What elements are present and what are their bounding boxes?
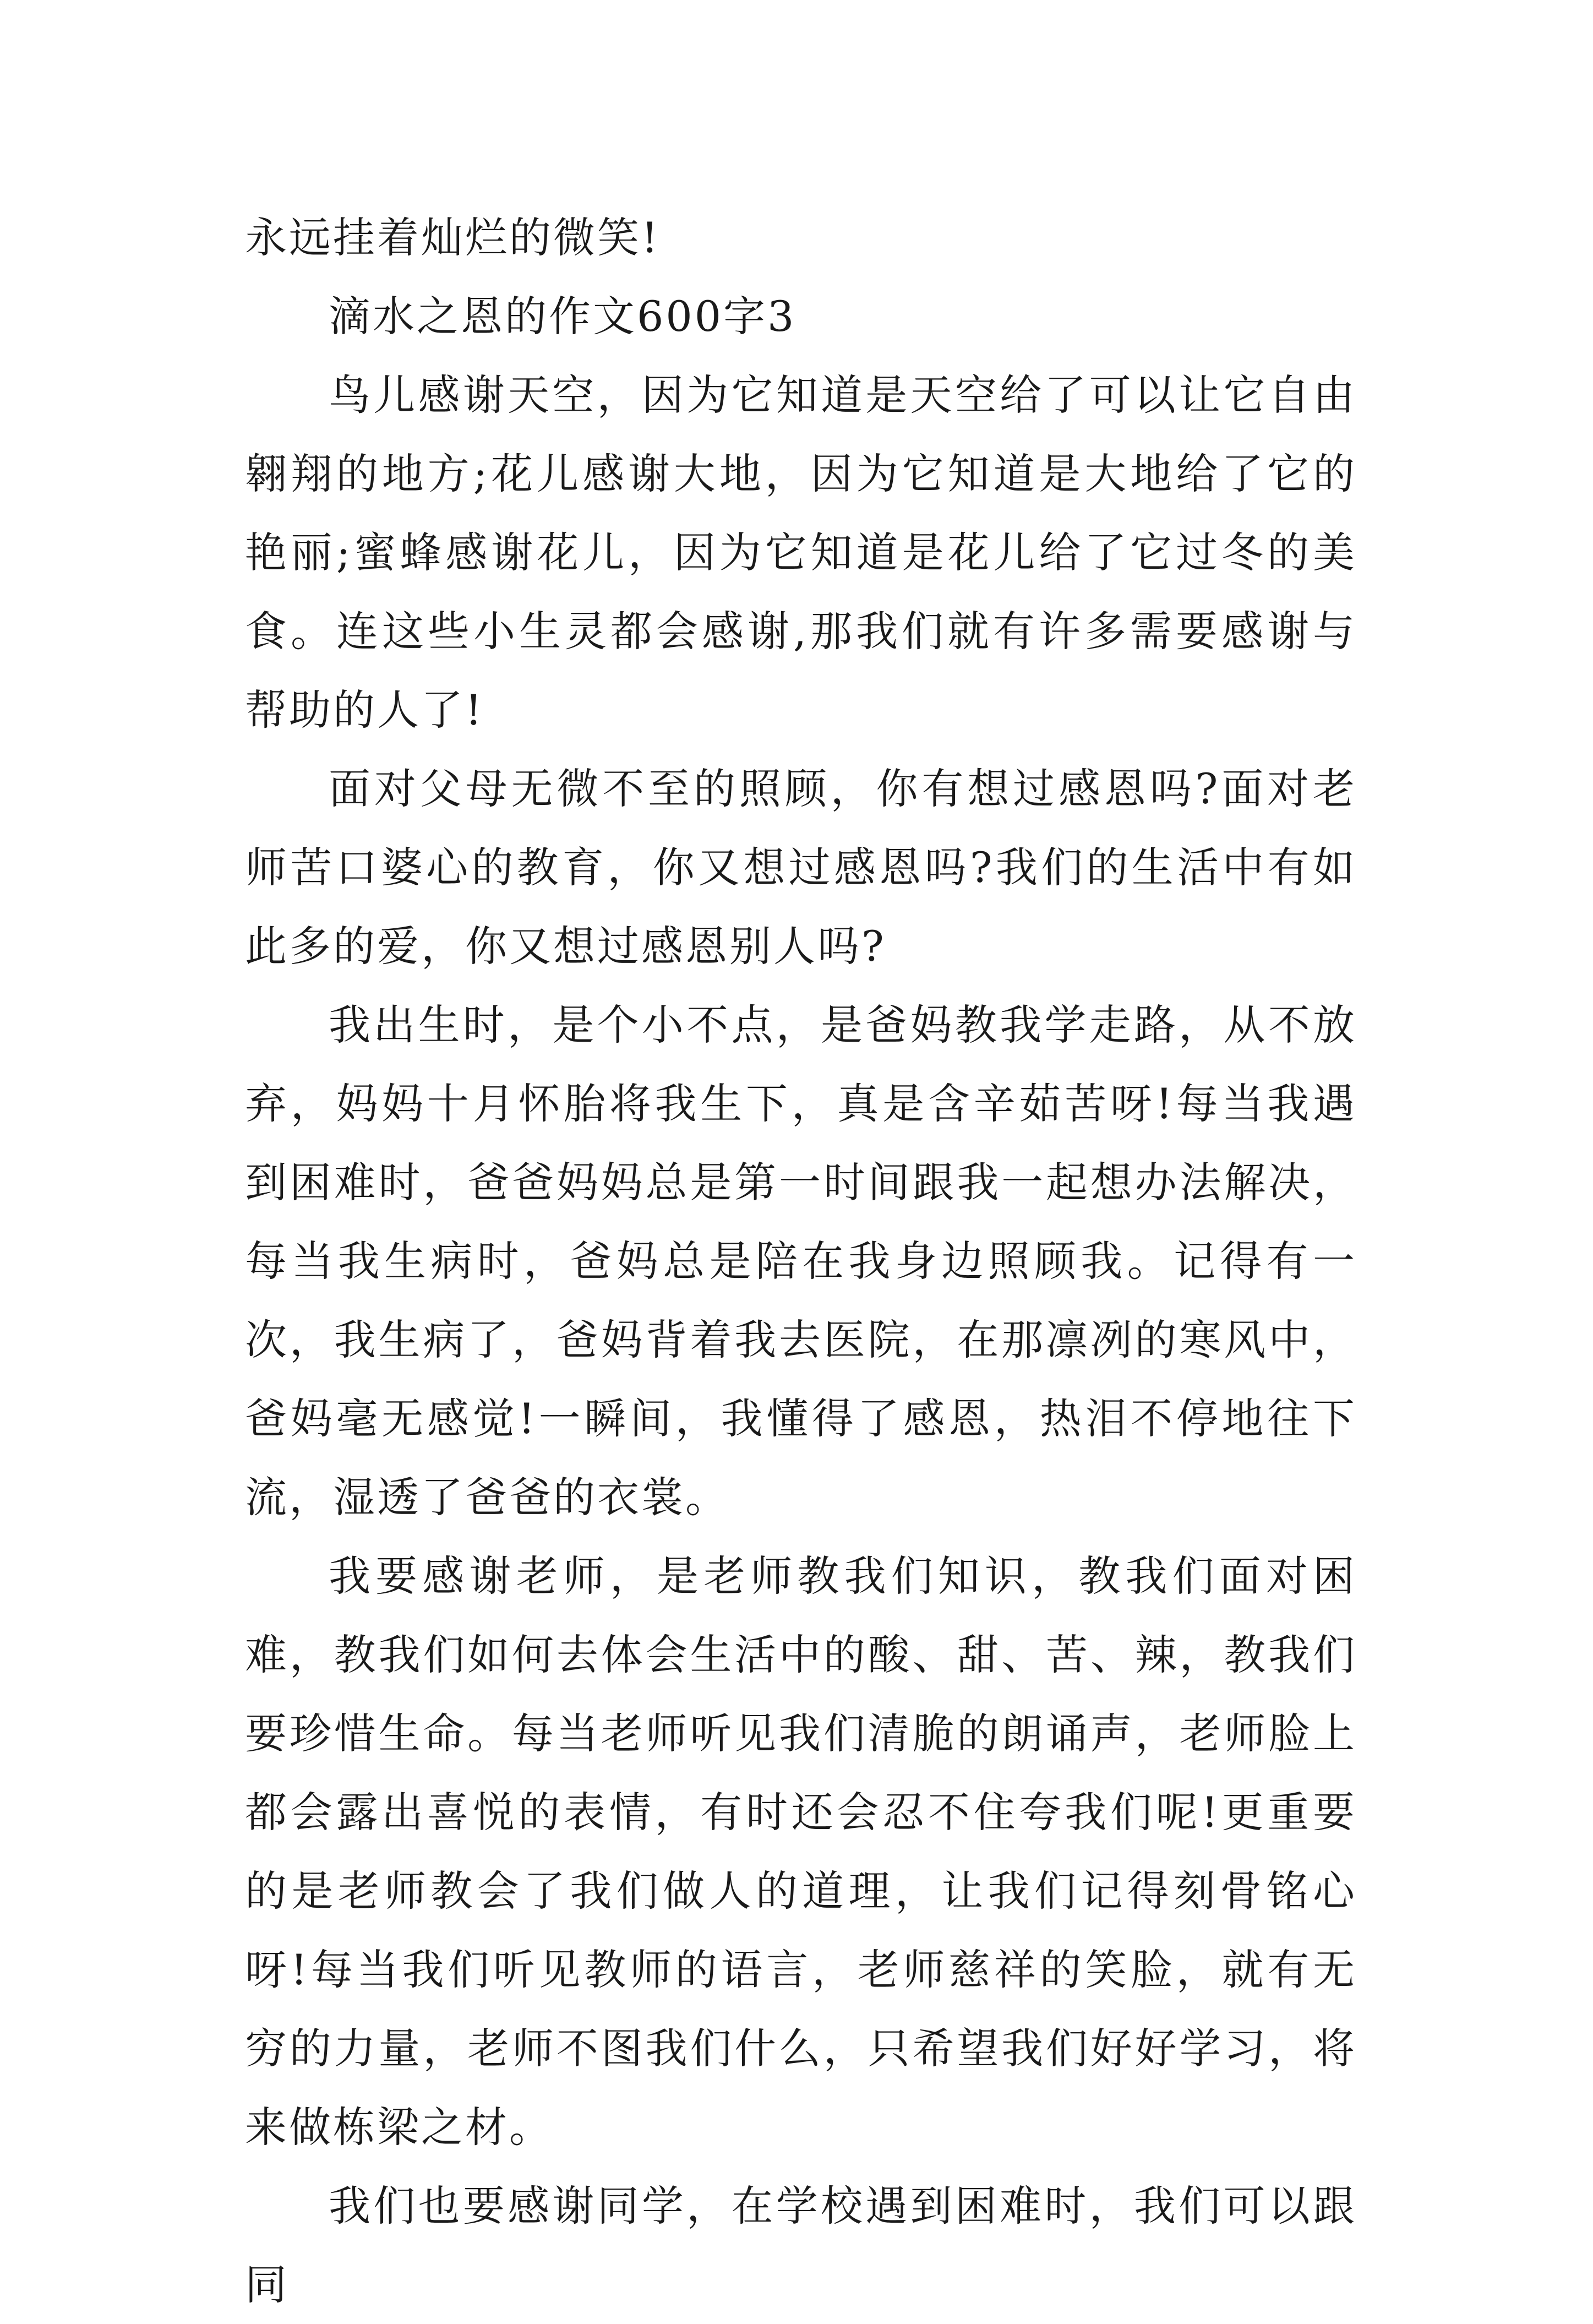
paragraph-parents-care: 面对父母无微不至的照顾，你有想过感恩吗?面对老师苦口婆心的教育，你又想过感恩吗?我们的生活中有如此多的爱，你又想过感恩别人吗? [245, 764, 1357, 971]
essay-heading: 滴水之恩的作文600字3 [329, 292, 796, 341]
paragraph-teacher: 我要感谢老师，是老师教我们知识，教我们面对困难，教我们如何去体会生活中的酸、甜、苦、辣，教我们要珍惜生命。每当老师听见我们清脆的朗诵声，老师脸上都会露出喜悦的表情，有时还会忍不住夸我们呢!更重要的是老师教会了我们做人的道理，让我们记得刻骨铭心呀!每当我们听见教师的语言，老师慈祥的笑脸，就有无穷的力量，老师不图我们什么，只希望我们好好学习，将来做栋梁之材。 [245, 1552, 1357, 2152]
paragraph-birds: 鸟儿感谢天空，因为它知道是天空给了可以让它自由翱翔的地方;花儿感谢大地，因为它知道是大地给了它的艳丽;蜜蜂感谢花儿，因为它知道是花儿给了它过冬的美食。连这些小生灵都会感谢,那我们就有许多需要感谢与帮助的人了! [245, 371, 1357, 734]
continuation-text: 永远挂着灿烂的微笑! [245, 213, 661, 262]
document-page [245, 198, 1357, 2324]
paragraph-birth: 我出生时，是个小不点，是爸妈教我学走路，从不放弃，妈妈十月怀胎将我生下，真是含辛茹苦呀!每当我遇到困难时，爸爸妈妈总是第一时间跟我一起想办法解决，每当我生病时，爸妈总是陪在我身边照顾我。记得有一次，我生病了，爸妈背着我去医院，在那凛冽的寒风中，爸妈毫无感觉!一瞬间，我懂得了感恩，热泪不停地往下流，湿透了爸爸的衣裳。 [245, 1000, 1357, 1522]
paragraph-classmates: 我们也要感谢同学，在学校遇到困难时，我们可以跟同 [245, 2181, 1357, 2309]
